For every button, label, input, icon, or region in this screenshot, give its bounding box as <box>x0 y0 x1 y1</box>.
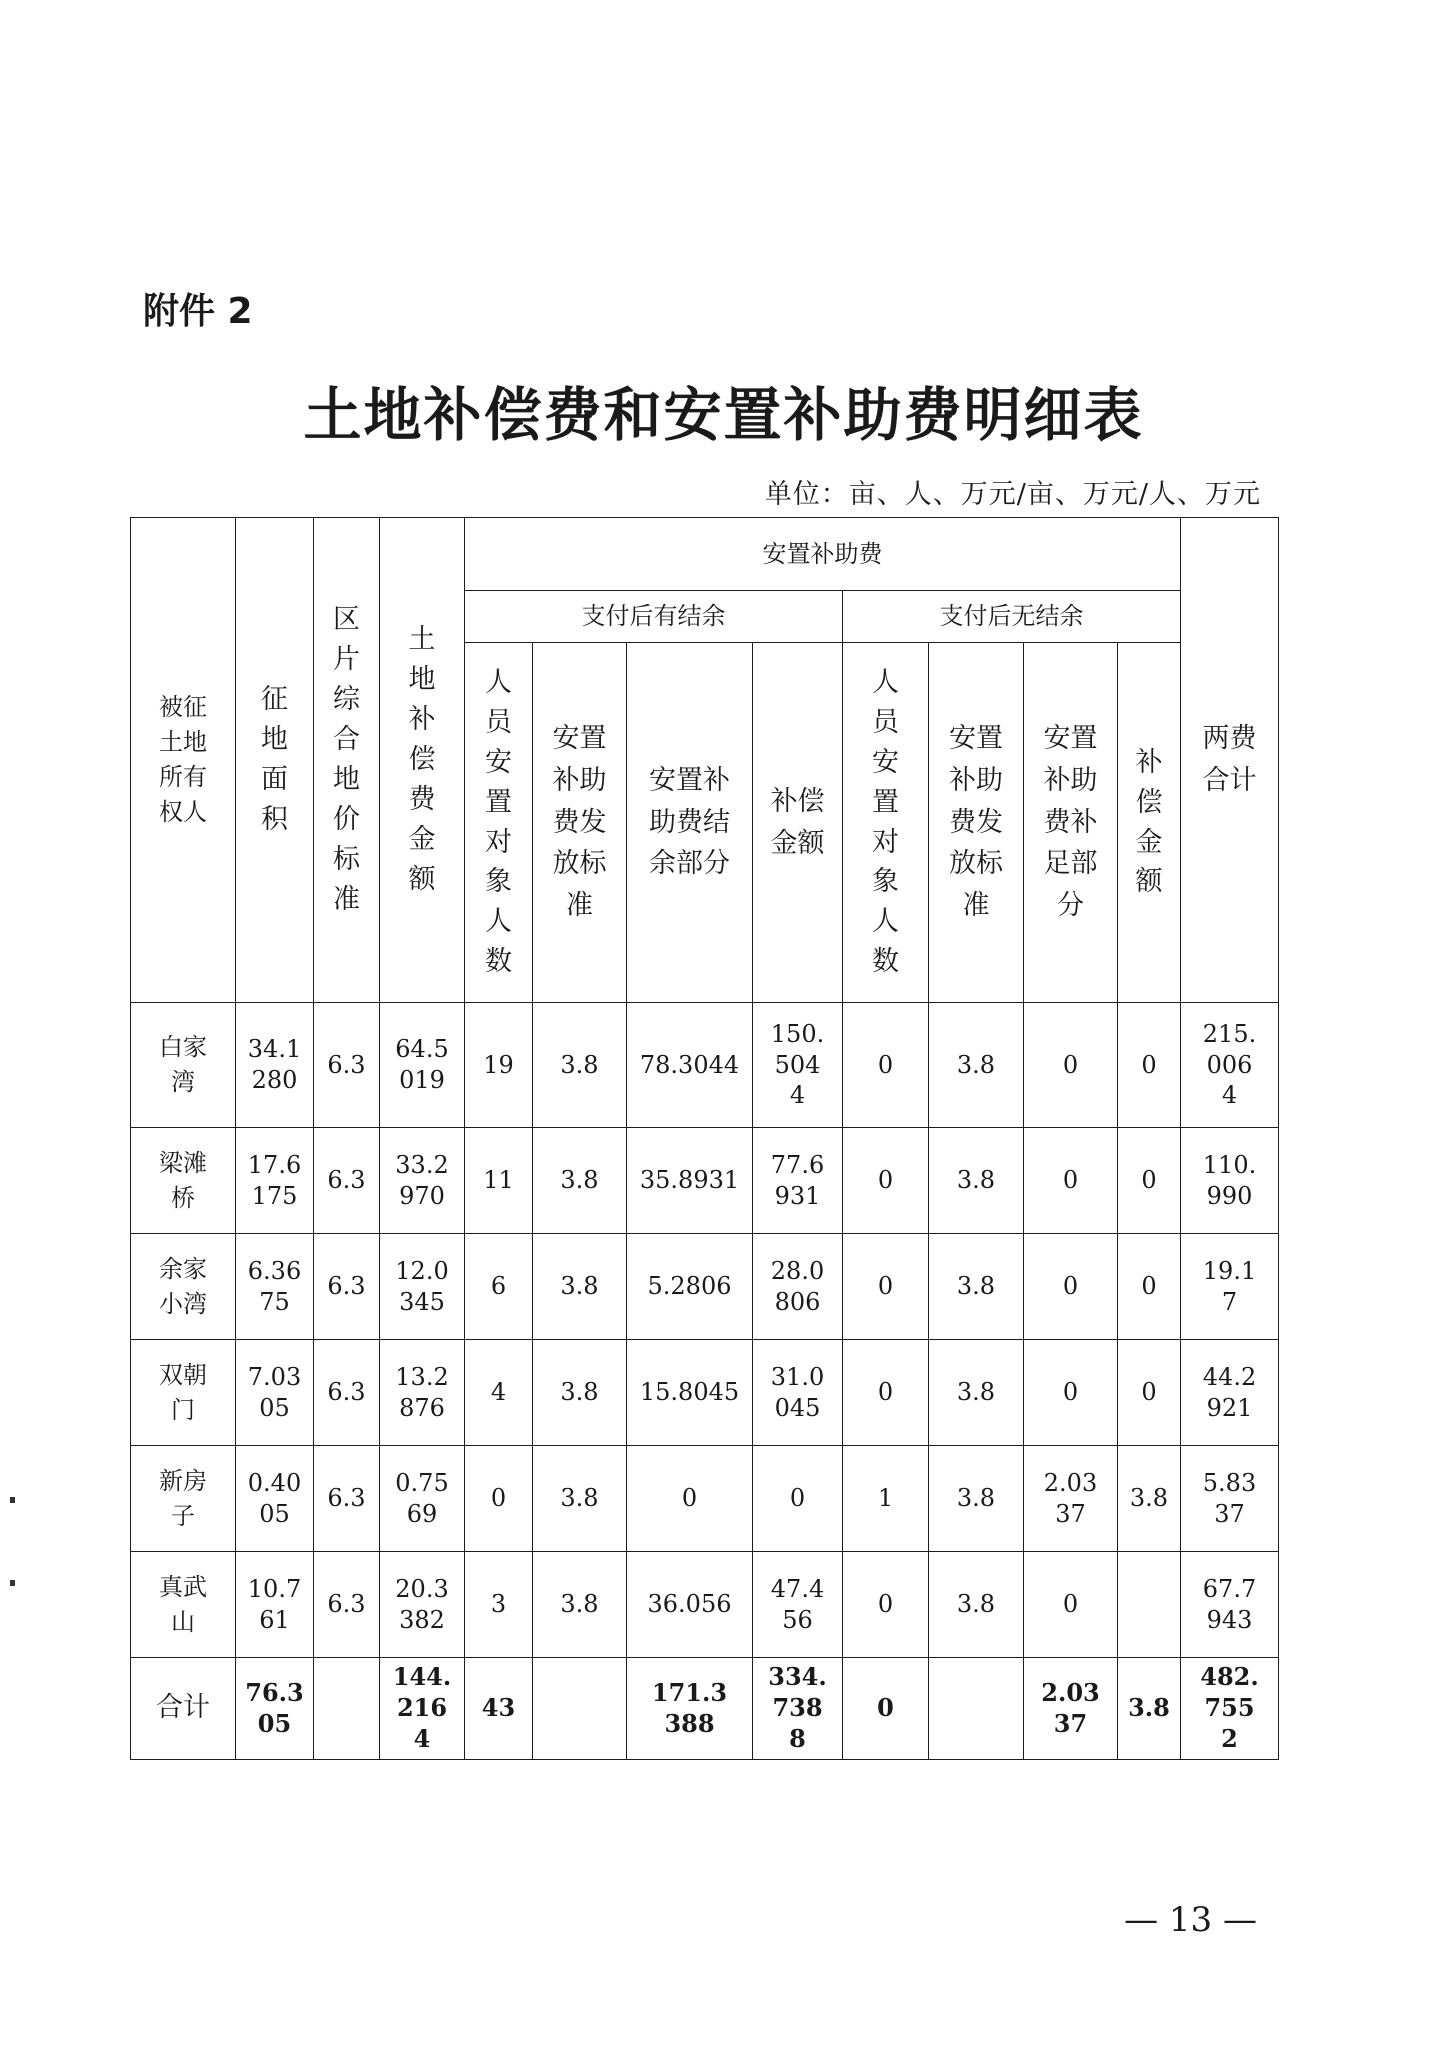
header-subsidy: 安置补助费 <box>465 518 1181 591</box>
header-group-without-surplus: 支付后无结余 <box>843 591 1181 643</box>
compensation-table <box>130 517 1279 1760</box>
header-persons-1: 人员安置对象人数 <box>465 643 533 1003</box>
page-number: — 13 — <box>1124 1900 1257 1940</box>
header-surplus: 安置补助费结余部分 <box>627 643 753 1003</box>
header-standard-1: 安置补助费发放标准 <box>533 643 627 1003</box>
scan-speck <box>10 1580 15 1586</box>
table-row: 余家小湾 6.3675 6.3 12.0345 6 3.8 5.2806 28.0806 0 3.8 0 0 19.17 <box>131 1234 1279 1340</box>
table-row: 梁滩桥 17.6175 6.3 33.2970 11 3.8 35.8931 77.6931 0 3.8 0 0 110.990 <box>131 1128 1279 1234</box>
table-row: 双朝门 7.0305 6.3 13.2876 4 3.8 15.8045 31.0045 0 3.8 0 0 44.2921 <box>131 1340 1279 1446</box>
header-comp: 土地补偿费金额 <box>380 518 465 1003</box>
header-persons-2: 人员安置对象人数 <box>843 643 929 1003</box>
scan-speck <box>10 1497 15 1503</box>
header-owner: 被征土地所有权人 <box>131 518 236 1003</box>
header-supplement: 安置补助费补足部分 <box>1024 643 1118 1003</box>
table-row: 白家湾 34.1280 6.3 64.5019 19 3.8 78.3044 150.5044 0 3.8 0 0 215.0064 <box>131 1003 1279 1128</box>
header-amount-2: 补偿金额 <box>1118 643 1181 1003</box>
table-row: 新房子 0.4005 6.3 0.7569 0 3.8 0 0 1 3.8 2.0337 3.8 5.8337 <box>131 1446 1279 1552</box>
table-row: 真武山 10.761 6.3 20.3382 3 3.8 36.056 47.456 0 3.8 0 67.7943 <box>131 1552 1279 1658</box>
header-amount-1: 补偿金额 <box>753 643 843 1003</box>
header-group-with-surplus: 支付后有结余 <box>465 591 843 643</box>
header-standard-2: 安置补助费发放标准 <box>929 643 1024 1003</box>
attachment-label: 附件 2 <box>143 291 253 332</box>
header-total: 两费合计 <box>1181 518 1279 1003</box>
page-title: 土地补偿费和安置补助费明细表 <box>303 381 1144 449</box>
header-area: 征地面积 <box>236 518 314 1003</box>
unit-note: 单位：亩、人、万元/亩、万元/人、万元 <box>764 479 1261 510</box>
totals-row: 合计 76.305 144.2164 43 171.3388 334.7388 0 2.0337 3.8 482.7552 <box>131 1658 1279 1760</box>
header-price: 区片综合地价标准 <box>314 518 380 1003</box>
